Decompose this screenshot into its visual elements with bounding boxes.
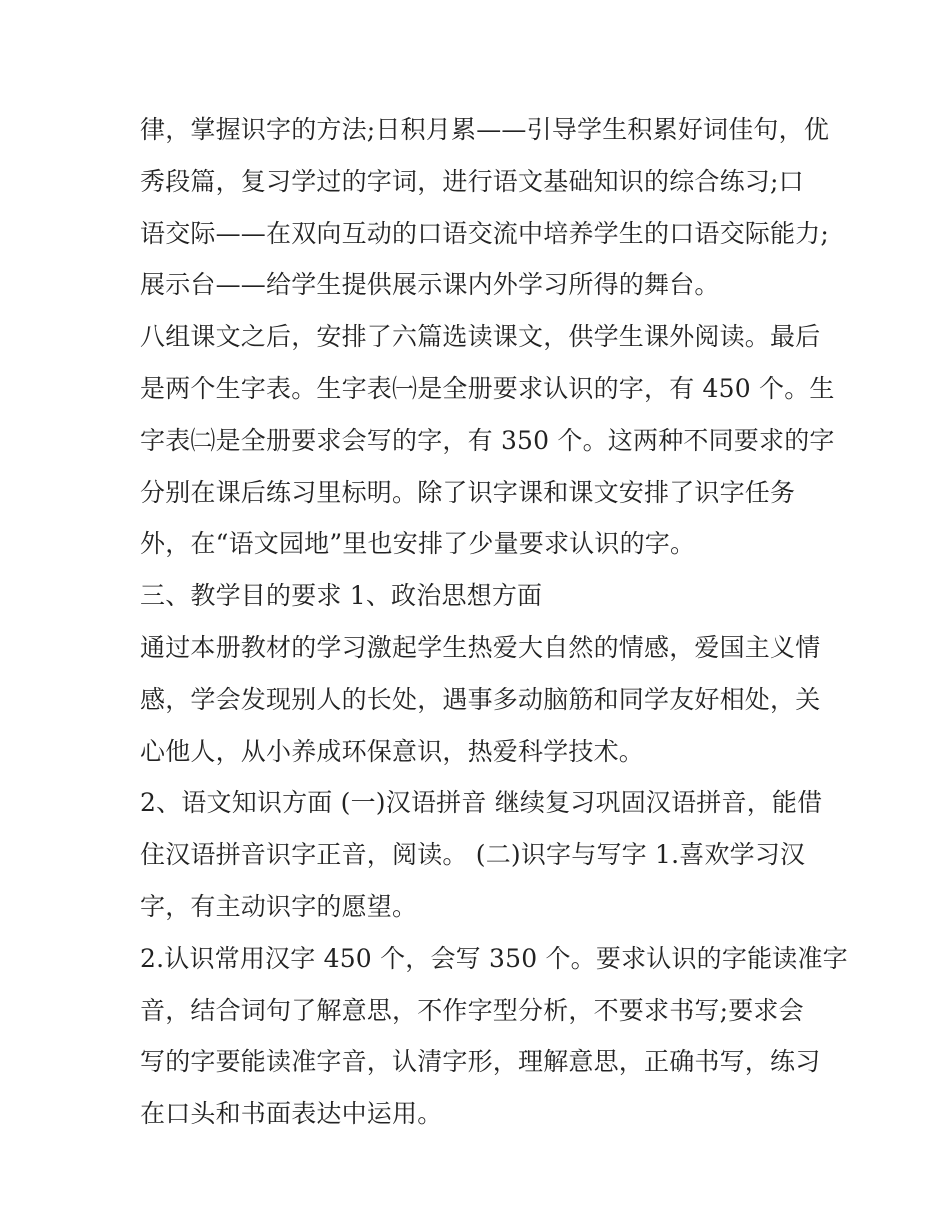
text-line-5: 八组课文之后，安排了六篇选读课文，供学生课外阅读。最后: [140, 322, 821, 352]
text-line-4: 展示台——给学生提供展示课内外学习所得的舞台。: [140, 270, 720, 300]
text-line-3: 语交际——在双向互动的口语交流中培养学生的口语交际能力;: [140, 218, 830, 248]
text-line-19: 写的字要能读准字音，认清字形，理解意思，正确书写，练习: [140, 1047, 821, 1077]
text-line-6: 是两个生字表。生字表㈠是全册要求认识的字，有 450 个。生: [140, 373, 835, 403]
text-line-12: 感，学会发现别人的长处，遇事多动脑筋和同学友好相处，关: [140, 684, 821, 714]
text-line-20: 在口头和书面表达中运用。: [140, 1099, 443, 1129]
text-line-8: 分别在课后练习里标明。除了识字课和课文安排了识字任务: [140, 477, 796, 507]
text-line-9: 外，在“语文园地”里也安排了少量要求认识的字。: [140, 529, 696, 559]
text-line-2: 秀段篇，复习学过的字词，进行语文基础知识的综合练习;口: [140, 166, 804, 196]
section-heading-line: 三、教学目的要求 1、政治思想方面: [140, 581, 543, 611]
text-line-15: 住汉语拼音识字正音，阅读。 (二)识字与写字 1.喜欢学习汉: [140, 840, 806, 870]
text-line-1: 律，掌握识字的方法;日积月累——引导学生积累好词佳句，优: [140, 115, 830, 144]
text-line-7: 字表㈡是全册要求会写的字，有 350 个。这两种不同要求的字: [140, 425, 835, 455]
text-line-11: 通过本册教材的学习激起学生热爱大自然的情感，爱国主义情: [140, 632, 821, 662]
document-body: [140, 104, 848, 1140]
text-line-14: 2、语文知识方面 (一)汉语拼音 继续复习巩固汉语拼音，能借: [140, 788, 823, 818]
text-line-13: 心他人，从小养成环保意识，热爱科学技术。: [140, 736, 645, 766]
text-line-17: 2.认识常用汉字 450 个，会写 350 个。要求认识的字能读准字: [140, 943, 848, 973]
text-line-18: 音，结合词句了解意思，不作字型分析，不要求书写;要求会: [140, 995, 804, 1025]
text-line-16: 字，有主动识字的愿望。: [140, 891, 418, 921]
